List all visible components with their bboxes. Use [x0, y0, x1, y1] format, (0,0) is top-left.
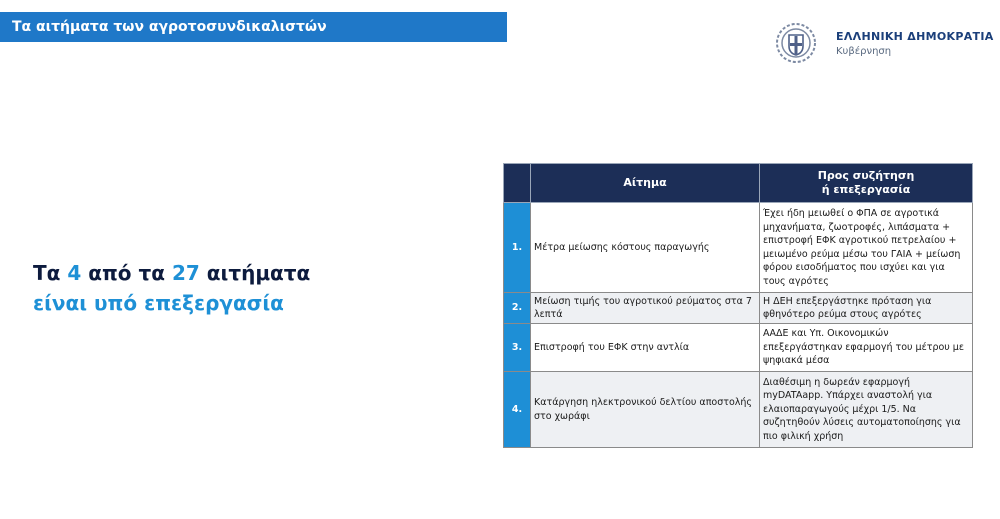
demand-cell: Επιστροφή του ΕΦΚ στην αντλία: [531, 324, 760, 372]
government-logo: [775, 22, 999, 62]
headline: [33, 258, 473, 318]
status-column-header: [760, 164, 973, 203]
headline-count-done: 4: [67, 261, 82, 285]
government-name: ΕΛΛΗΝΙΚΗ ΔΗΜΟΚΡΑΤΙΑ: [836, 30, 994, 43]
status-cell: Η ΔΕΗ επεξεργάστηκε πρόταση για φθηνότερο ρεύμα στους αγρότες: [760, 293, 973, 324]
table-row: [504, 203, 973, 293]
status-cell: Διαθέσιμη η δωρεάν εφαρμογή myDATAapp. Υπάρχει αναστολή για ελαιοπαραγωγούς μέχρι 1/5. Να συζητηθούν λύσεις αυτοματοποίησης για πιο φιλική χρήση: [760, 372, 973, 448]
status-cell: Έχει ήδη μειωθεί ο ΦΠΑ σε αγροτικά μηχανήματα, ζωοτροφές, λιπάσματα + επιστροφή ΕΦΚ αγροτικού πετρελαίου + μειωμένο ρεύμα μέσω του ΓΑΙΑ + μείωση φόρου εισοδήματος που ισχύει και για τους αγρότες: [760, 203, 973, 293]
slide-title: Τα αιτήματα των αγροτοσυνδικαλιστών: [0, 12, 507, 42]
row-number: 3.: [504, 324, 531, 372]
headline-text: αιτήματα: [199, 261, 311, 285]
row-number: 4.: [504, 372, 531, 448]
status-header-line2: ή επεξεργασία: [821, 183, 911, 196]
greek-emblem-icon: [775, 22, 817, 64]
demand-cell: Μέτρα μείωσης κόστους παραγωγής: [531, 203, 760, 293]
headline-text: από τα: [81, 261, 172, 285]
table-row: [504, 324, 973, 372]
demand-column-header: Αίτημα: [531, 164, 760, 203]
number-column-header: [504, 164, 531, 203]
demand-cell: Κατάργηση ηλεκτρονικού δελτίου αποστολής στο χωράφι: [531, 372, 760, 448]
table-header-row: [504, 164, 973, 203]
demand-cell: Μείωση τιμής του αγροτικού ρεύματος στα 7 λεπτά: [531, 293, 760, 324]
status-header-line1: Προς συζήτηση: [817, 169, 915, 182]
row-number: 1.: [504, 203, 531, 293]
status-cell: ΑΑΔΕ και Υπ. Οικονομικών επεξεργάστηκαν εφαρμογή του μέτρου με ψηφιακά μέσα: [760, 324, 973, 372]
demands-table: [503, 163, 973, 448]
row-number: 2.: [504, 293, 531, 324]
headline-count-total: 27: [171, 261, 200, 285]
table-row: [504, 293, 973, 324]
headline-subline: είναι υπό επεξεργασία: [33, 291, 284, 315]
headline-text: Τα: [33, 261, 68, 285]
table-row: [504, 372, 973, 448]
government-subtitle: Κυβέρνηση: [836, 46, 892, 57]
